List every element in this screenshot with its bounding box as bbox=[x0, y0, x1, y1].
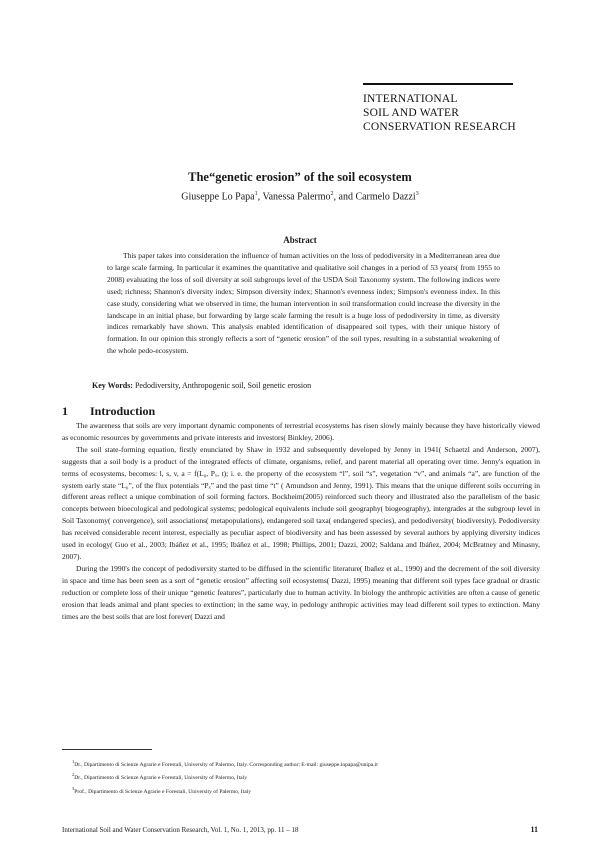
author-affiliation-mark: 1 bbox=[254, 191, 258, 197]
abstract-heading: Abstract bbox=[283, 235, 317, 245]
author-name: and Carmelo Dazzi bbox=[338, 191, 416, 203]
keywords-list: Pedodiversity, Anthropogenic soil, Soil genetic erosion bbox=[132, 381, 312, 390]
introduction-body bbox=[62, 420, 540, 622]
abstract-body: This paper takes into consideration the influence of human activities on the loss of pedodiversity in a Mediterranean area due to large scale farming. In particular it examines the quantitative and qualitative soil changes in a period of 53 years( from 1955 to 2008) evaluating the loss of soil diversity at soil subgroups level of the USDA Soil Taxonomy system. The following indices were used; richness; Shannon's diversity index; Simpson diversity index; Shannon's evenness index; Simpson's evenness index. In this case study, considering what we observed in time, the human intervention in soil transformation could increase the diversity in the landscape in an initial phase, but forwarding by large scale farming the result is a huge loss of pedodiversity in time, as diversity indices remarkably have shown. This analysis enabled identification of disappeared soil types, with their unique history of formation. In our opinion this strongly reflects a sort of “genetic erosion” of the soil types, resulting in a substantial weakening of the whole pedo-ecosystem. bbox=[107, 251, 500, 356]
journal-name bbox=[363, 92, 553, 134]
keywords-label: Key Words: bbox=[92, 381, 133, 390]
journal-header-rule bbox=[363, 83, 513, 85]
footnotes bbox=[62, 757, 540, 797]
author-name: Giuseppe Lo Papa bbox=[181, 191, 255, 203]
section-number: 1 bbox=[62, 404, 68, 418]
footnote bbox=[62, 784, 540, 797]
journal-name-line-3: CONSERVATION RESEARCH bbox=[363, 121, 516, 133]
footnote-text: Dr., Dipartimento di Scienze Agrarie e Forestali, University of Palermo, Italy bbox=[74, 775, 247, 782]
author-affiliation-mark: 2 bbox=[330, 191, 334, 197]
footnote-mark: 1 bbox=[72, 759, 75, 764]
footnote bbox=[62, 770, 540, 783]
journal-name-line-2: SOIL AND WATER bbox=[363, 107, 460, 119]
body-paragraph: The soil state-forming equation, firstly enunciated by Shaw in 1932 and subsequently developed by Jenny in 1941( Schaetzl and Anderson, 2007), suggests that a soil body is a product of the integrated effects of climate, organisms, relief, and parent material all operating over time. Jenny's equation in terms of ecosystems, becomes: l, s, v, a = f(L₀, Pₓ, t); i. e. the property of the ecosystem “l”, soil “s”, vegetation “v”, and animals “a”, are function of the system early state “L₀”, of the flux potentials “Pₓ” and the past time “t” ( Amundson and Jenny, 1991). This means that the unique different soils occurring in different areas reflect a unique combination of soil forming factors. Bockheim(2005) reinforced such theory and illustrated also the parallelism of the basic concepts between bioecological and pedological systems; pedological equivalents include soil geography( biogeography), intergrades at the subgroup level in Soil Taxonomy( convergence), soil associations( metapopulations), endangered soil taxa( endangered species), and pedodiversity( biodiversity). Pedodiversity has received considerable recent interest, especially as peculiar aspect of biodiversity and has been assessed by several authors by applying diversity indices used in ecology( Guo et al., 2003; Ibáñez et al., 1995; Ibáñez et al., 1998; Phillips, 2001; Dazzi, 2002; Saldana and Ibáñez, 2004; McBratney and Minasny, 2007). bbox=[62, 444, 540, 561]
footnote-mark: 2 bbox=[72, 772, 75, 778]
page-number: 11 bbox=[530, 825, 538, 834]
section-heading bbox=[62, 404, 155, 419]
footnote-text: Dr., Dipartimento di Scienze Agrarie e Forestali, University of Palermo, Italy. Corresponding author; E-mail: giuseppe.lopapa@unipa.it bbox=[74, 761, 378, 768]
body-paragraph: The awareness that soils are very important dynamic components of terrestrial ecosystems has risen slowly mainly because they have historically viewed as economic resources by governments and private interests and investors( Binkley, 2006). bbox=[62, 421, 540, 442]
footnote-rule bbox=[62, 749, 152, 750]
article-title: The“genetic erosion” of the soil ecosystem bbox=[188, 170, 412, 184]
author-list: Giuseppe Lo Papa$^1$, Vanessa Palermo$^2$, and Carmelo Dazzi$^3$ bbox=[181, 191, 419, 203]
keywords bbox=[92, 381, 512, 390]
author-affiliation-mark: 3 bbox=[415, 191, 419, 197]
footer-citation: International Soil and Water Conservation Research, Vol. 1, No. 1, 2013, pp. 11 – 18 bbox=[62, 826, 299, 834]
journal-name-line-1: INTERNATIONAL bbox=[363, 93, 458, 105]
body-paragraph: During the 1990's the concept of pedodiversity started to be diffused in the scientific literature( Ibañez et al., 1990) and the decrement of the soil diversity in space and time has been seen as a sort of “genetic erosion” affecting soil ecosystems( Dazzi, 1995) meaning that different soil types face gradual or drastic reduction or complete loss of their unique “genetic features”, particularly due to human activity. In biology the anthropic activities are often a cause of genetic erosion that leads animal and plant species to extinction; in the same way, in pedology anthropic activities may lead different soil types to extinction. Many times are the best soils that are lost forever( Dazzi and bbox=[62, 563, 540, 621]
footnote-mark: 3 bbox=[72, 785, 75, 791]
section-title: Introduction bbox=[90, 404, 156, 418]
footnote-text: Prof., Dipartimento di Scienze Agrarie e Forestali, University of Palermo, Italy bbox=[74, 788, 252, 795]
author-name: Vanessa Palermo bbox=[262, 191, 331, 203]
footnote bbox=[62, 757, 540, 770]
